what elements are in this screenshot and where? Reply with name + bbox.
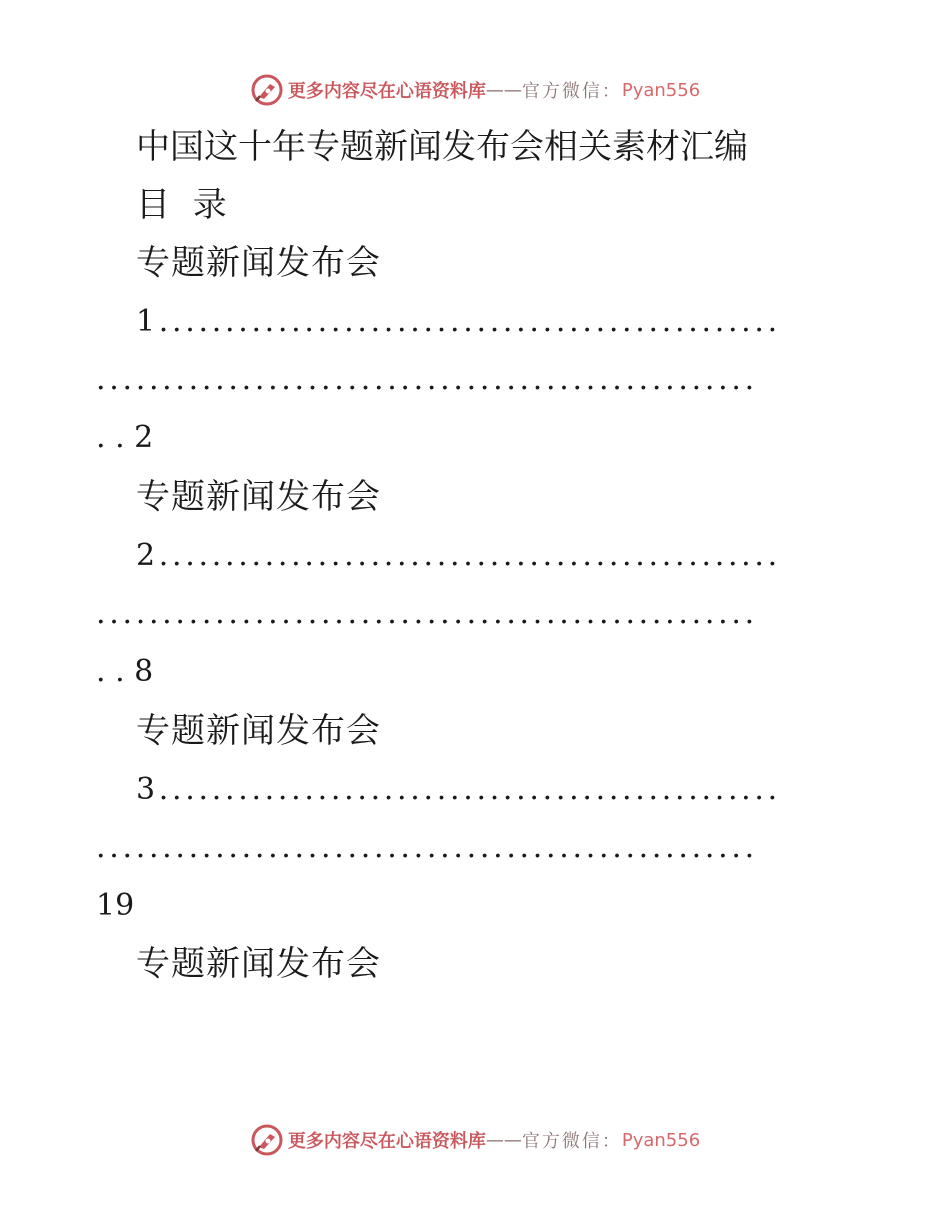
dot-leader: .................................................. [96,830,758,865]
brand-text: 更多内容尽在心语资料库 [287,81,486,102]
toc-entry-label: 专题新闻发布会 [136,711,381,751]
toc-entry-label: 专题新闻发布会 [136,944,381,984]
dot-leader: ............................................... [158,538,781,573]
pen-nib-circle-icon [250,1123,284,1157]
wechat-label: 官方微信： [521,81,622,102]
toc-entry-number: 2 [136,538,159,573]
header-banner[interactable] [0,70,950,110]
banner-separator: —— [485,79,522,101]
toc-entry-leader[interactable] [136,536,848,576]
toc-entry-leader[interactable] [136,302,848,342]
footer-banner[interactable] [0,1120,950,1160]
dot-leader: ............................................... [158,304,781,339]
toc-entry-number: 3 [136,772,159,807]
brand-text: 更多内容尽在心语资料库 [287,1131,486,1152]
toc-entry-page: . . 2 [96,420,154,455]
banner-separator: —— [485,1129,522,1151]
wechat-label: 官方微信： [521,1131,622,1152]
dot-leader: .................................................. [96,596,758,631]
toc-entry-page: 19 [96,888,135,923]
document-title: 中国这十年专题新闻发布会相关素材汇编 [136,127,748,167]
dot-leader: ............................................... [158,772,781,807]
dot-leader: .................................................. [96,362,758,397]
toc-entry-label: 专题新闻发布会 [136,243,381,283]
pen-nib-circle-icon [250,73,284,107]
toc-entry-label: 专题新闻发布会 [136,477,381,517]
toc-entry-page: . . 8 [96,654,154,689]
wechat-account: Pyan556 [621,79,701,101]
wechat-account: Pyan556 [621,1129,701,1151]
toc-entry-number: 1 [136,304,159,339]
toc-heading: 目 录 [136,185,233,225]
toc-entry-leader[interactable] [136,770,848,810]
